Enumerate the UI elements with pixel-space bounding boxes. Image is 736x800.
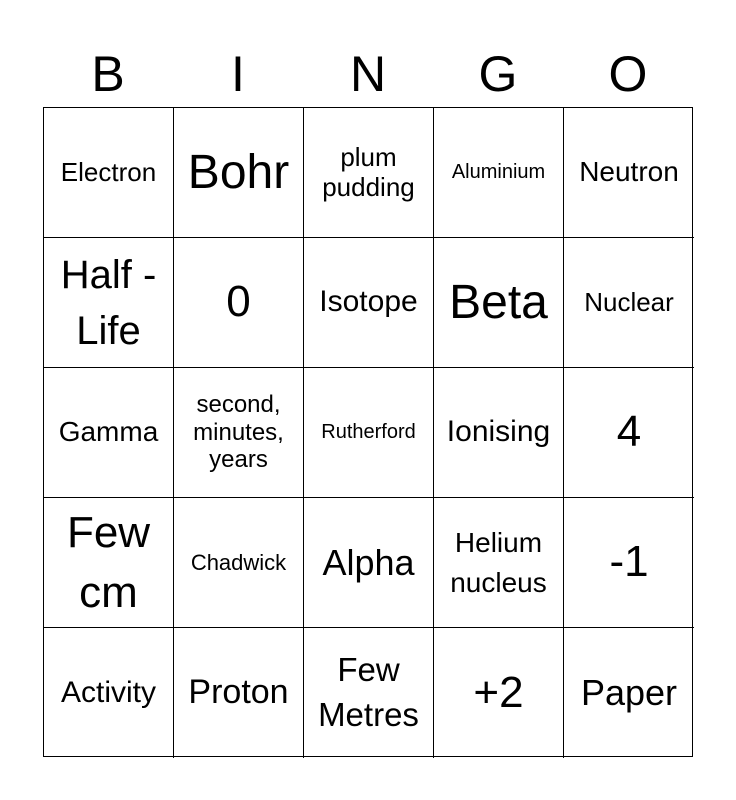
bingo-board <box>43 107 693 757</box>
bingo-cell: Ionising <box>434 368 564 498</box>
bingo-cell: Half -Life <box>44 238 174 368</box>
bingo-cell: Nuclear <box>564 238 694 368</box>
bingo-cell: 4 <box>564 368 694 498</box>
bingo-cell: Aluminium <box>434 108 564 238</box>
bingo-cell: Few cm <box>44 498 174 628</box>
bingo-cell: Isotope <box>304 238 434 368</box>
bingo-cell: Paper <box>580 672 678 714</box>
header-letter-b: B <box>91 46 125 102</box>
bingo-header <box>43 40 693 108</box>
bingo-cell: Neutron <box>564 108 694 238</box>
bingo-cell: Few Metres <box>304 628 434 758</box>
bingo-cell: second, minutes, years <box>174 368 304 498</box>
bingo-cell: Electron <box>44 108 174 238</box>
bingo-cell: Chadwick <box>174 498 304 628</box>
bingo-cell: Beta <box>434 238 564 368</box>
bingo-cell: Gamma <box>44 368 174 498</box>
header-letter-o: O <box>608 46 648 102</box>
bingo-cell: plum pudding <box>304 108 434 238</box>
header-letter-n: N <box>349 46 387 102</box>
bingo-cell: Proton <box>174 628 304 758</box>
bingo-cell: -1 <box>564 498 694 628</box>
bingo-cell: Rutherford <box>304 368 434 498</box>
bingo-cell: Helium nucleus <box>434 498 564 628</box>
bingo-cell: Bohr <box>174 108 304 238</box>
bingo-cell: Alpha <box>304 498 434 628</box>
bingo-cell: Activity <box>44 628 174 758</box>
header-letter-g: G <box>478 46 518 102</box>
bingo-cell: +2 <box>434 628 564 758</box>
header-letter-i: I <box>231 46 245 102</box>
bingo-cell: 0 <box>174 238 304 368</box>
